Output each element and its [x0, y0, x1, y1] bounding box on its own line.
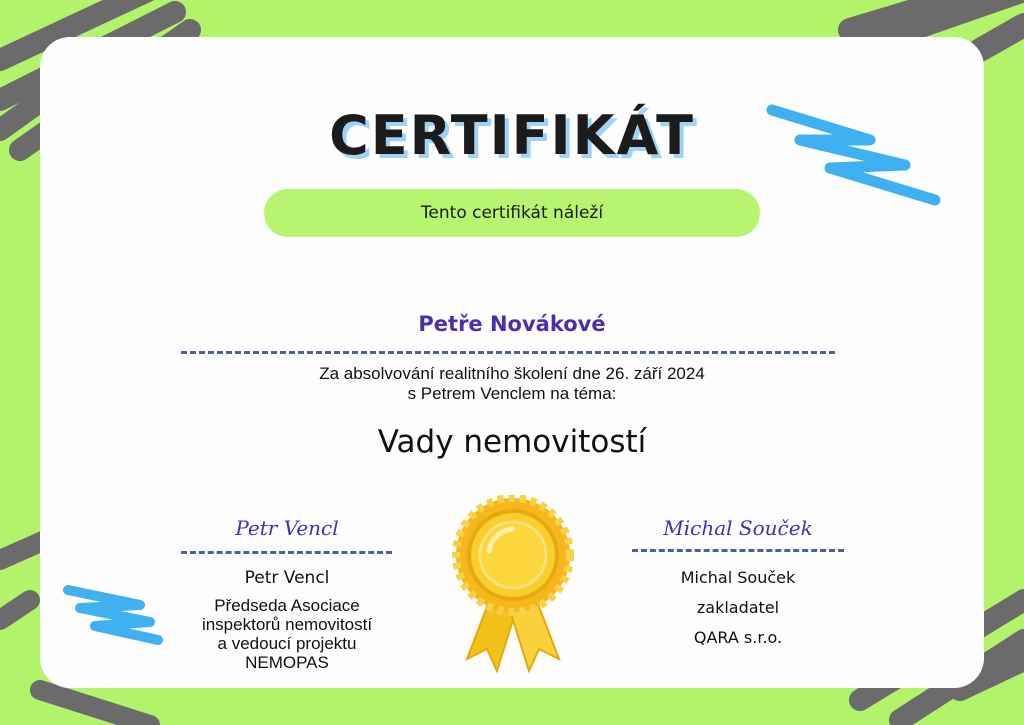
recipient-underline: [181, 351, 835, 354]
description-line-2: s Petrem Venclem na téma:: [407, 384, 617, 403]
description: [0, 364, 1024, 404]
certificate-title: CERTIFIKÁT: [329, 104, 695, 167]
left-signature-line: [181, 551, 392, 554]
right-signatory-name: Michal Souček: [680, 568, 796, 587]
right-signatory-role: zakladatel: [696, 598, 780, 617]
left-role-line-3: a vedoucí projektu: [217, 634, 357, 653]
intro-text: Tento certifikát náleží: [420, 203, 604, 223]
left-role-line-2: inspektorů nemovitostí: [201, 615, 373, 634]
left-signature: Petr Vencl: [235, 516, 339, 540]
right-signatory-block: [630, 563, 846, 653]
description-line-1: Za absolvování realitního školení dne 26. září 2024: [319, 364, 705, 383]
right-signature-line: [632, 549, 844, 552]
left-role-line-4: NEMOPAS: [245, 653, 329, 672]
left-role-line-1: Předseda Asociace: [214, 596, 360, 615]
intro-banner: [264, 189, 760, 237]
blue-scribble-bottom-left: [68, 590, 158, 640]
left-signatory-name: Petr Vencl: [244, 568, 330, 588]
recipient-name: Petře Novákové: [418, 312, 606, 336]
course-topic: Vady nemovitostí: [377, 424, 647, 460]
right-signatory-company: QARA s.r.o.: [693, 628, 783, 647]
right-signature: Michal Souček: [663, 516, 813, 540]
award-rosette-icon: [447, 495, 579, 675]
medal-center: [480, 522, 546, 588]
left-signatory-role: [176, 596, 398, 672]
